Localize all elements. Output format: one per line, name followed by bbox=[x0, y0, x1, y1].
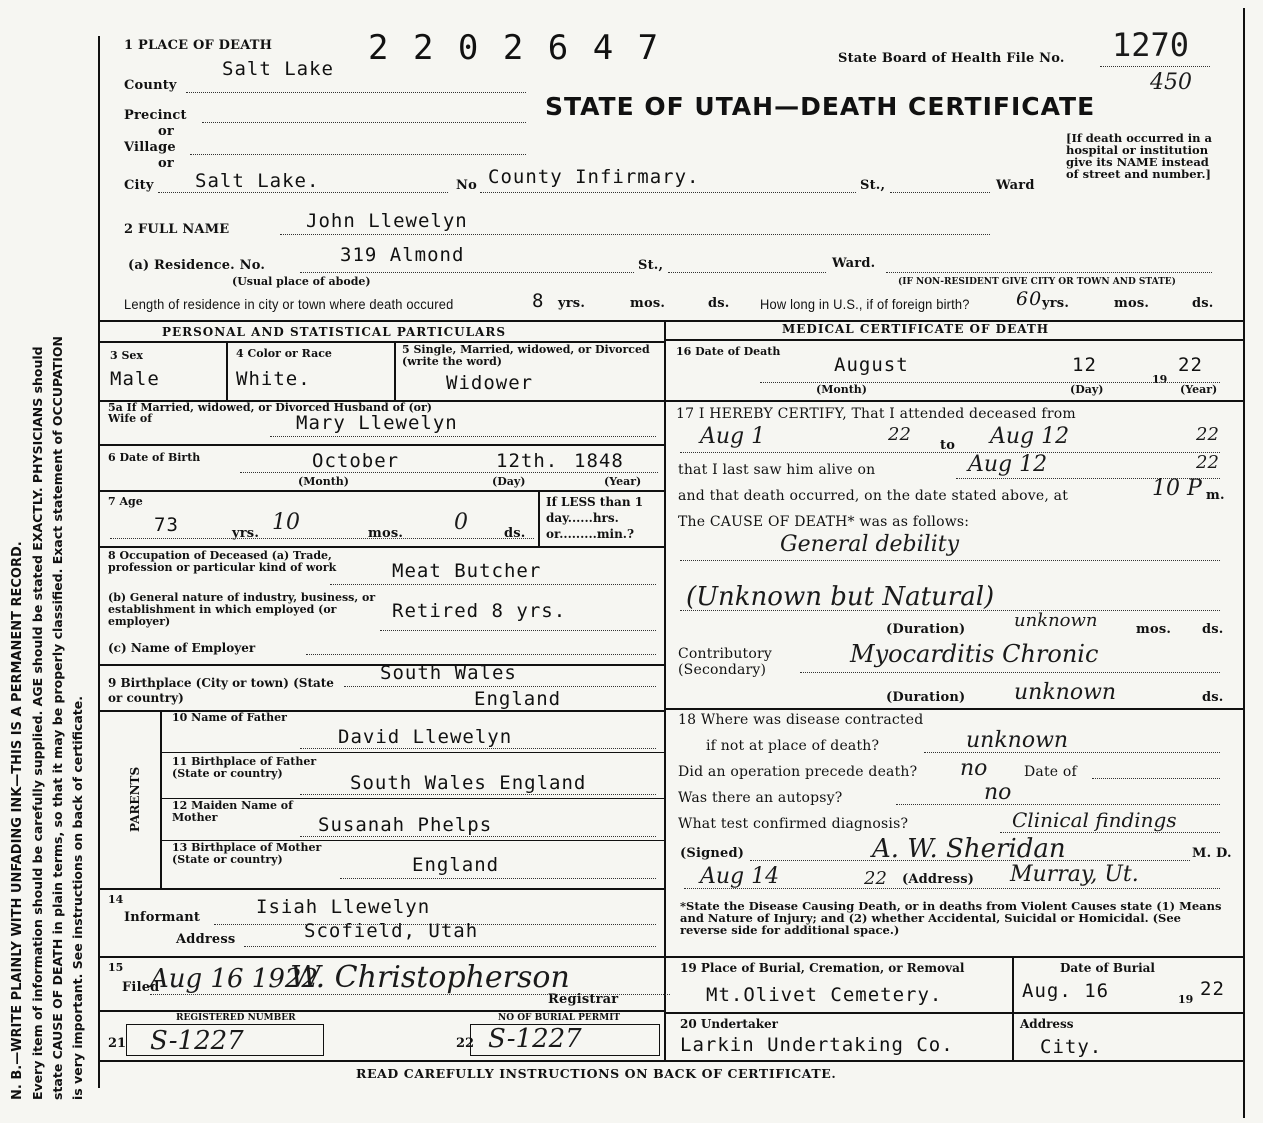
us-yrs-label: yrs. bbox=[1042, 296, 1070, 311]
full-name-label: 2 FULL NAME bbox=[124, 222, 230, 237]
duration-label-2: (Duration) bbox=[886, 690, 966, 705]
left-border bbox=[98, 36, 100, 1088]
county-label: County bbox=[124, 78, 177, 93]
personal-section-title: PERSONAL AND STATISTICAL PARTICULARS bbox=[162, 325, 507, 339]
dob-month: October bbox=[312, 450, 400, 472]
operation-date-label: Date of bbox=[1024, 764, 1077, 780]
bottom-line bbox=[100, 1060, 1243, 1062]
death-time: 10 P bbox=[1152, 476, 1202, 501]
signed-date: Aug 14 bbox=[700, 864, 780, 889]
residence-label: (a) Residence. No. bbox=[128, 258, 266, 273]
contributory-value: Myocarditis Chronic bbox=[850, 640, 1099, 668]
filed-number: 15 bbox=[108, 961, 124, 974]
burial-date-label: Date of Burial bbox=[1060, 961, 1155, 975]
no-label: No bbox=[456, 178, 477, 193]
age-mos-label: mos. bbox=[368, 526, 404, 541]
hospital-note: [If death occurred in a hospital or institution give its NAME instead of street and number.] bbox=[1066, 131, 1212, 181]
death-day: 12 bbox=[1072, 354, 1097, 376]
attended-from: Aug 1 bbox=[700, 424, 766, 449]
medical-section-title: MEDICAL CERTIFICATE OF DEATH bbox=[782, 322, 1050, 336]
marital-value: Widower bbox=[446, 372, 534, 394]
village-label: Village bbox=[124, 140, 176, 155]
sub-number: 450 bbox=[1150, 70, 1192, 95]
burial-date-value: Aug. 16 bbox=[1022, 980, 1110, 1002]
residence-value: 319 Almond bbox=[340, 244, 465, 266]
death-year: 22 bbox=[1178, 354, 1203, 376]
death-day-caption: (Day) bbox=[1070, 383, 1104, 396]
less-than-day-label: If LESS than 1 day......hrs. or.........min.? bbox=[546, 495, 644, 541]
duration-label-1: (Duration) bbox=[886, 622, 966, 637]
spouse-value: Mary Llewelyn bbox=[296, 412, 458, 434]
burial-permit-label: NO OF BURIAL PERMIT bbox=[498, 1013, 621, 1023]
registrar-signature: W. Christopherson bbox=[290, 960, 570, 995]
registrar-label: Registrar bbox=[548, 992, 619, 1007]
attended-to-label: to bbox=[940, 438, 956, 453]
stamp-number: 2 2 0 2 6 4 7 bbox=[368, 28, 661, 68]
registered-number-value: S-1227 bbox=[150, 1026, 244, 1056]
burial-place-value: Mt.Olivet Cemetery. bbox=[706, 984, 943, 1006]
signed-label: (Signed) bbox=[680, 846, 745, 861]
contracted-value: unknown bbox=[966, 728, 1069, 753]
or-label-1: or bbox=[158, 124, 174, 139]
father-birthplace-label: 11 Birthplace of Father (State or country) bbox=[172, 755, 317, 780]
death-month-caption: (Month) bbox=[816, 383, 867, 396]
physician-address: Murray, Ut. bbox=[1010, 862, 1139, 887]
dob-month-caption: (Month) bbox=[298, 475, 349, 488]
ward-label: Ward bbox=[996, 178, 1035, 193]
side-note-3: state CAUSE OF DEATH in plain terms, so that it may be properly classified. Exact statement of OCCUPATION bbox=[50, 336, 65, 1100]
death-year-prefix: 19 bbox=[1152, 373, 1168, 386]
middle-divider bbox=[664, 320, 666, 1060]
last-seen-year: 22 bbox=[1196, 452, 1219, 473]
county-value: Salt Lake bbox=[222, 58, 334, 80]
father-value: David Llewelyn bbox=[338, 726, 513, 748]
certificate-title: STATE OF UTAH—DEATH CERTIFICATE bbox=[545, 92, 1096, 121]
industry-label: (b) General nature of industry, business, or establishment in which employed (or employer) bbox=[108, 591, 376, 628]
mother-value: Susanah Phelps bbox=[318, 814, 493, 836]
footer-instructions: READ CAREFULLY INSTRUCTIONS ON BACK OF CERTIFICATE. bbox=[356, 1066, 837, 1081]
age-yrs-label: yrs. bbox=[232, 526, 260, 541]
duration-value-2: unknown bbox=[1014, 680, 1117, 705]
burial-permit-prefix: 22 bbox=[456, 1036, 475, 1051]
employer-label: (c) Name of Employer bbox=[108, 641, 256, 655]
section-top-line bbox=[100, 320, 1243, 322]
or-label-2: or bbox=[158, 156, 174, 171]
cause-footnote: *State the Disease Causing Death, or in deaths from Violent Causes state (1) Means and Nature of Injury; and (2) whether Accidental, Suicidal or Homicidal. (See reverse side for additional space.) bbox=[680, 899, 1222, 937]
contracted-sub-label: if not at place of death? bbox=[706, 738, 880, 754]
occupation-label: 8 Occupation of Deceased (a) Trade, profession or particular kind of work bbox=[108, 549, 337, 574]
street-label: St., bbox=[860, 178, 886, 193]
death-time-suffix: m. bbox=[1206, 488, 1225, 503]
duration-ds-label-2: ds. bbox=[1202, 690, 1224, 705]
mother-birthplace-label: 13 Birthplace of Mother (State or country) bbox=[172, 841, 322, 866]
informant-label: Informant bbox=[124, 910, 201, 925]
father-birthplace-value: South Wales England bbox=[350, 772, 587, 794]
autopsy-label: Was there an autopsy? bbox=[678, 790, 843, 806]
undertaker-value: Larkin Undertaking Co. bbox=[680, 1034, 954, 1056]
length-ds-label: ds. bbox=[708, 296, 730, 311]
birthplace-label: 9 Birthplace (City or town) (State or country) bbox=[108, 676, 334, 705]
dob-year-caption: (Year) bbox=[604, 475, 642, 488]
contracted-label: 18 Where was disease contracted bbox=[678, 712, 924, 728]
dob-day: 12th. bbox=[496, 450, 559, 472]
filed-label: Filed bbox=[122, 980, 160, 995]
city-value: Salt Lake. bbox=[195, 170, 320, 192]
right-border bbox=[1243, 8, 1245, 1118]
age-label: 7 Age bbox=[108, 495, 143, 508]
duration-value-1: unknown bbox=[1014, 610, 1098, 631]
signed-year: 22 bbox=[864, 868, 887, 889]
city-label: City bbox=[124, 178, 154, 193]
death-occurred-label: and that death occurred, on the date stated above, at bbox=[678, 488, 1069, 504]
marital-label: 5 Single, Married, widowed, or Divorced (write the word) bbox=[402, 343, 650, 368]
registered-number-label: REGISTERED NUMBER bbox=[176, 1013, 296, 1023]
informant-address-label: Address bbox=[176, 932, 236, 947]
contributory-label: Contributory (Secondary) bbox=[678, 646, 772, 678]
sex-label: 3 Sex bbox=[110, 349, 143, 362]
precinct-label: Precinct bbox=[124, 108, 187, 123]
length-residence-label: Length of residence in city or town where death occured bbox=[124, 296, 454, 312]
race-value: White. bbox=[236, 368, 311, 390]
us-ds-label: ds. bbox=[1192, 296, 1214, 311]
filed-date: Aug 16 1922 bbox=[150, 964, 318, 994]
attended-to-year: 22 bbox=[1196, 424, 1219, 445]
cause-secondary: (Unknown but Natural) bbox=[686, 582, 995, 612]
sex-value: Male bbox=[110, 368, 160, 390]
age-days: 0 bbox=[454, 510, 468, 535]
informant-value: Isiah Llewelyn bbox=[256, 896, 431, 918]
md-label: M. D. bbox=[1192, 846, 1232, 861]
birthplace-city: South Wales bbox=[380, 662, 517, 684]
institution-value: County Infirmary. bbox=[488, 166, 700, 188]
autopsy-value: no bbox=[984, 780, 1012, 805]
death-year-caption: (Year) bbox=[1180, 383, 1218, 396]
length-yrs-label: yrs. bbox=[558, 296, 586, 311]
informant-number: 14 bbox=[108, 893, 124, 906]
undertaker-label: 20 Undertaker bbox=[680, 1017, 779, 1031]
father-label: 10 Name of Father bbox=[172, 711, 287, 724]
side-note-2: Every item of information should be carefully supplied. AGE should be stated EXACTLY. PHYSICIANS should bbox=[30, 346, 45, 1100]
residence-ward-label: Ward. bbox=[832, 256, 876, 271]
burial-year-prefix: 19 bbox=[1178, 993, 1194, 1006]
industry-value: Retired 8 yrs. bbox=[392, 600, 567, 622]
mother-birthplace-value: England bbox=[412, 854, 500, 876]
death-date-label: 16 Date of Death bbox=[676, 345, 781, 358]
dob-label: 6 Date of Birth bbox=[108, 451, 201, 464]
undertaker-address-value: City. bbox=[1040, 1036, 1103, 1058]
registered-number-prefix: 21 bbox=[108, 1036, 127, 1051]
physician-address-label: (Address) bbox=[902, 872, 975, 887]
cause-primary: General debility bbox=[780, 532, 960, 557]
parents-label: PARENTS bbox=[128, 766, 142, 832]
file-number-label: State Board of Health File No. bbox=[838, 51, 1065, 66]
file-number: 1270 bbox=[1112, 26, 1190, 64]
certify-label: 17 I HEREBY CERTIFY, That I attended deceased from bbox=[676, 406, 1076, 422]
length-residence-years: 8 bbox=[532, 290, 545, 312]
burial-permit-value: S-1227 bbox=[488, 1024, 582, 1054]
burial-place-label: 19 Place of Burial, Cremation, or Removal bbox=[680, 961, 965, 975]
spouse-label: 5a If Married, widowed, or Divorced Husband of (or) Wife of bbox=[108, 401, 433, 425]
attended-from-year: 22 bbox=[888, 424, 911, 445]
occupation-value: Meat Butcher bbox=[392, 560, 542, 582]
full-name-value: John Llewelyn bbox=[306, 210, 468, 232]
abode-note: (Usual place of abode) bbox=[232, 275, 371, 288]
age-years: 73 bbox=[154, 514, 179, 536]
operation-value: no bbox=[960, 756, 988, 781]
death-month: August bbox=[834, 354, 909, 376]
duration-mos-label-1: mos. bbox=[1136, 622, 1172, 637]
side-note-4: is very important. See instructions on back of certificate. bbox=[70, 696, 85, 1100]
mother-label: 12 Maiden Name of Mother bbox=[172, 799, 293, 824]
age-months: 10 bbox=[272, 510, 300, 535]
length-mos-label: mos. bbox=[630, 296, 666, 311]
duration-ds-label-1: ds. bbox=[1202, 622, 1224, 637]
last-seen-date: Aug 12 bbox=[968, 452, 1048, 477]
undertaker-address-label: Address bbox=[1020, 1017, 1074, 1031]
operation-label: Did an operation precede death? bbox=[678, 764, 918, 780]
nonresident-note: (IF NON-RESIDENT GIVE CITY OR TOWN AND STATE) bbox=[898, 277, 1176, 287]
cause-label: The CAUSE OF DEATH* was as follows: bbox=[678, 514, 970, 530]
physician-signature: A. W. Sheridan bbox=[872, 834, 1066, 864]
dob-day-caption: (Day) bbox=[492, 475, 526, 488]
residence-street-label: St., bbox=[638, 258, 664, 273]
last-saw-label: that I last saw him alive on bbox=[678, 462, 876, 478]
us-residence-years: 60 bbox=[1016, 288, 1043, 310]
birthplace-country: England bbox=[474, 688, 562, 710]
test-value: Clinical findings bbox=[1012, 808, 1177, 832]
place-of-death-label: 1 PLACE OF DEATH bbox=[124, 38, 273, 53]
dob-year: 1848 bbox=[574, 450, 624, 472]
side-note-1: N. B.—WRITE PLAINLY WITH UNFADING INK—THIS IS A PERMANENT RECORD. bbox=[10, 541, 25, 1100]
test-label: What test confirmed diagnosis? bbox=[678, 816, 909, 832]
burial-year-value: 22 bbox=[1200, 978, 1225, 1000]
age-ds-label: ds. bbox=[504, 526, 526, 541]
us-residence-label: How long in U.S., if of foreign birth? bbox=[760, 296, 970, 312]
informant-address-value: Scofield, Utah bbox=[304, 920, 479, 942]
us-mos-label: mos. bbox=[1114, 296, 1150, 311]
attended-to: Aug 12 bbox=[990, 424, 1070, 449]
race-label: 4 Color or Race bbox=[236, 347, 332, 360]
